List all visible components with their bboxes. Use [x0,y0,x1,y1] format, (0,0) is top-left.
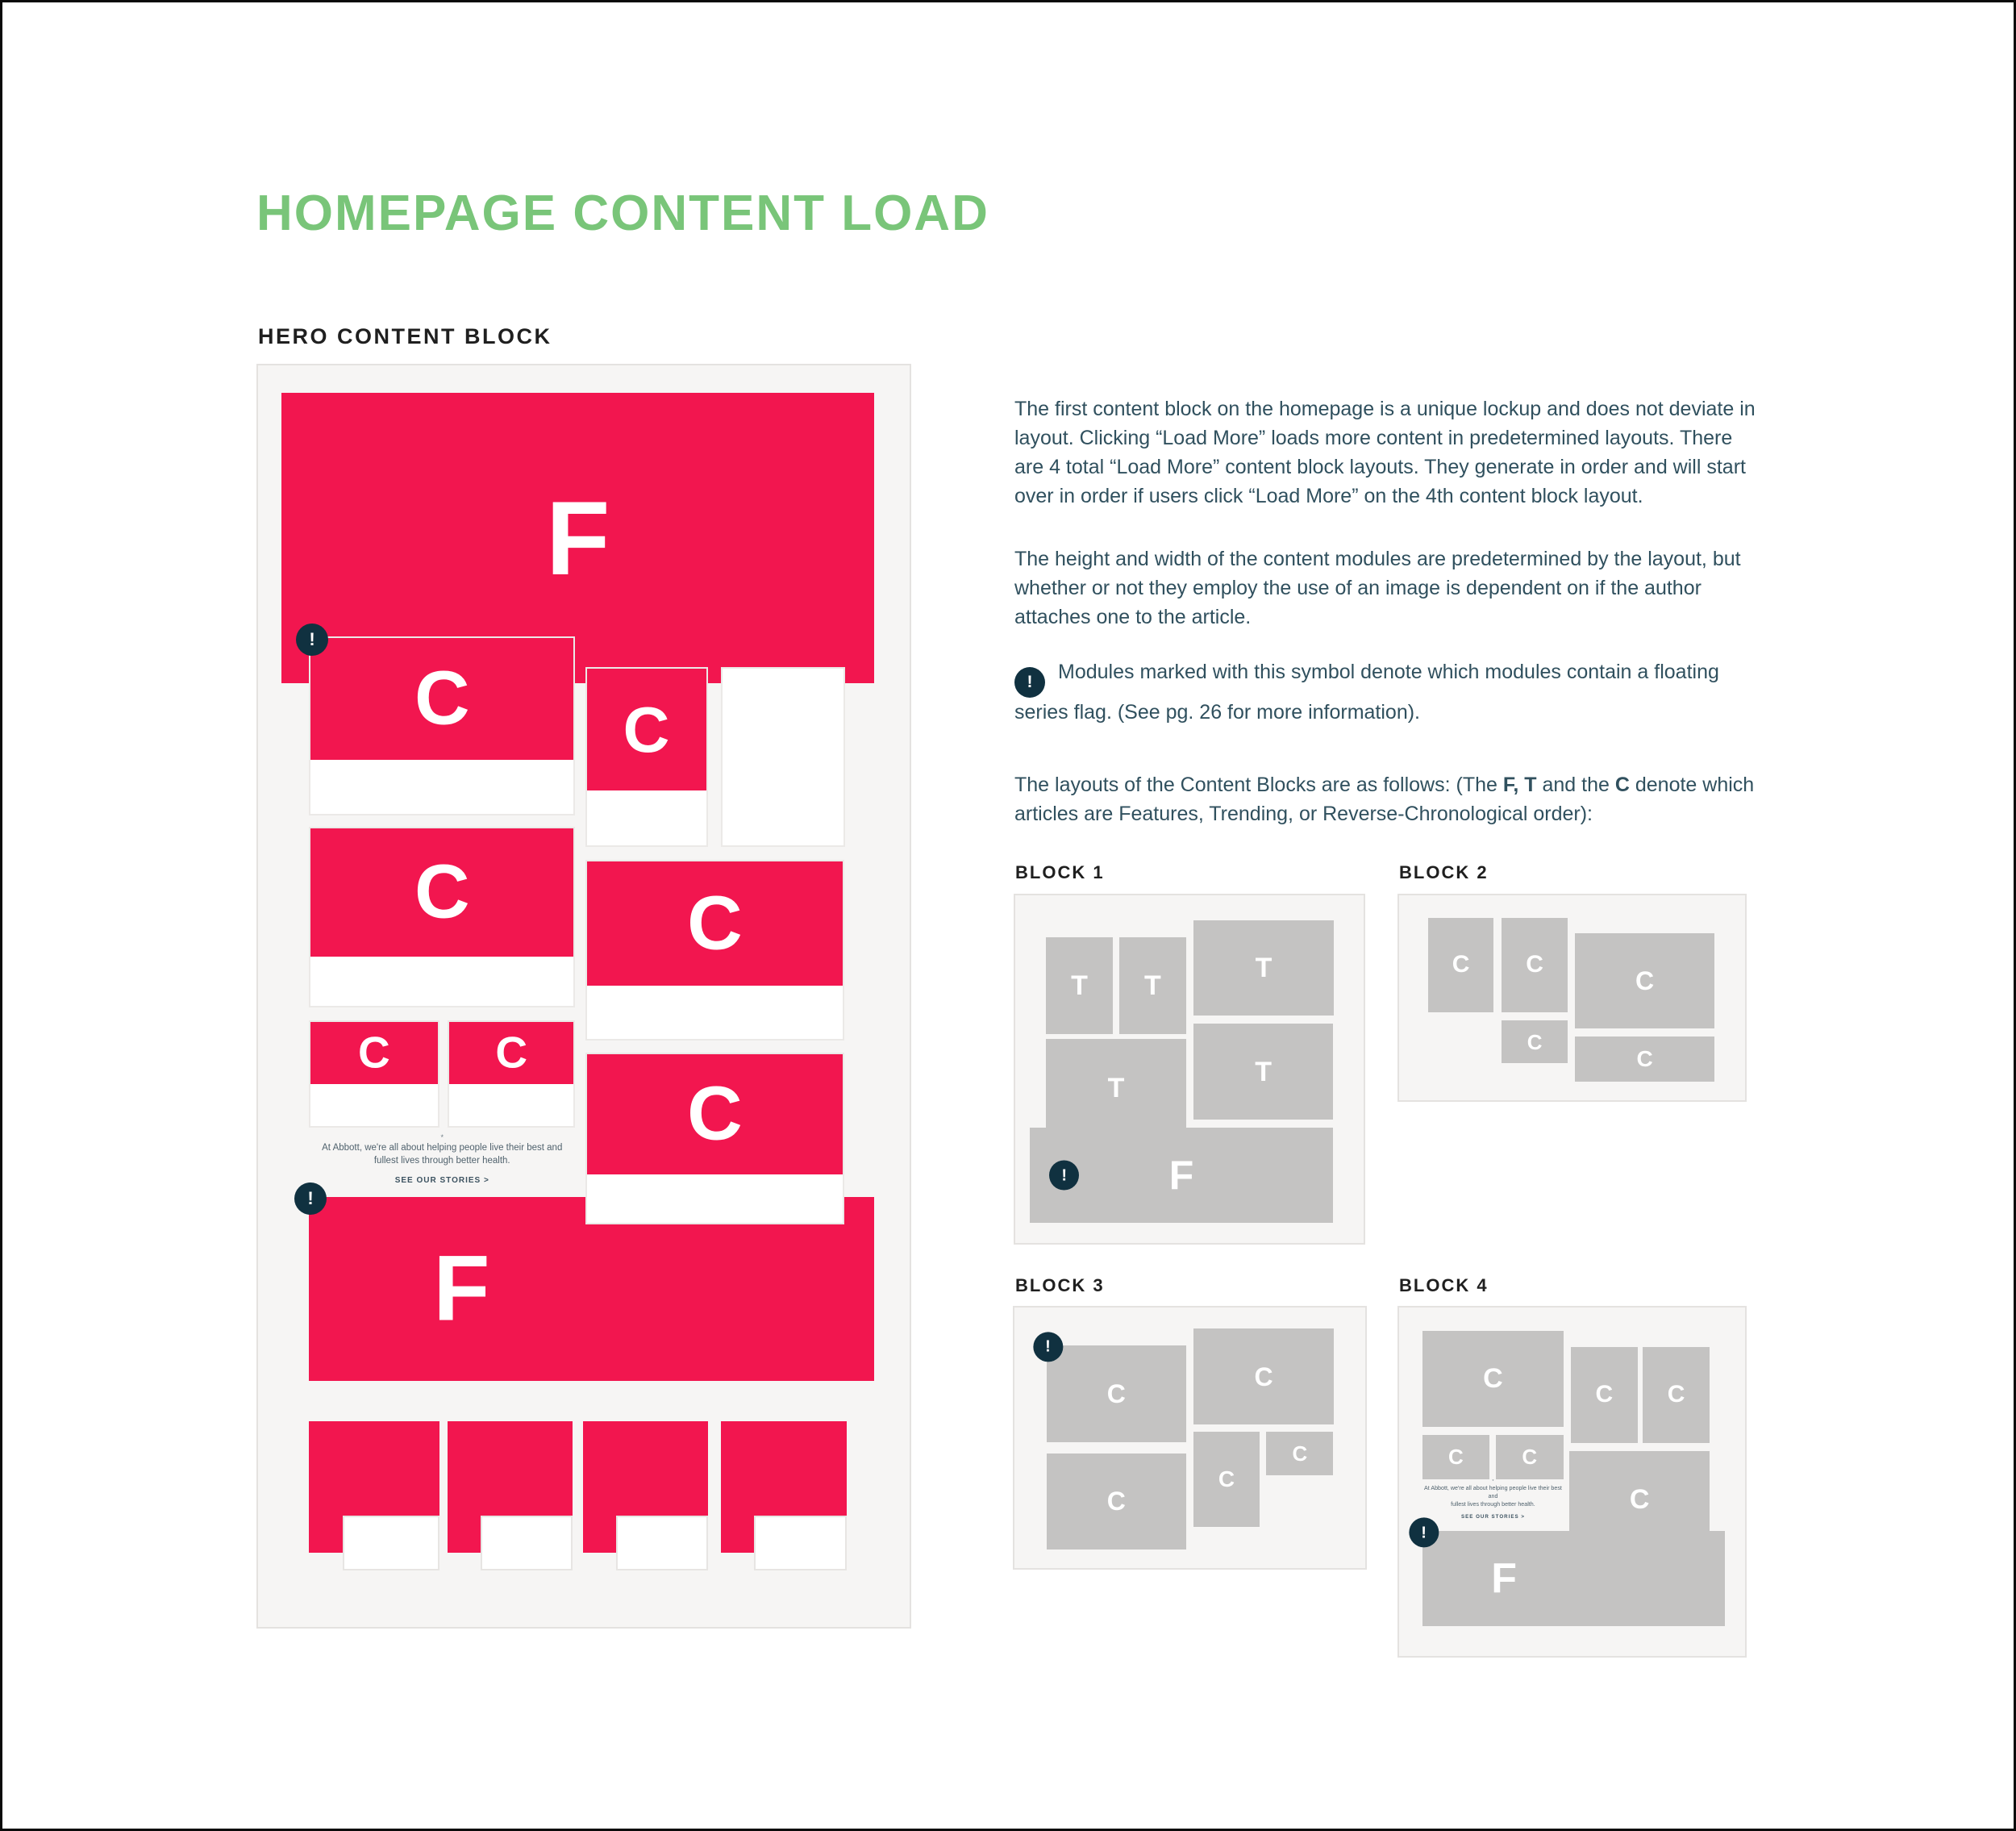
module-letter: T [1071,970,1088,1001]
mission-line: fullest lives through better health. [1451,1501,1535,1508]
module-letter: T [1144,970,1161,1001]
b2-chrono-3 [1575,933,1714,1029]
b3-chrono-3 [1047,1454,1187,1550]
hero-chrono-3 [309,827,575,1007]
module-letter: C [1106,1379,1126,1409]
legend-letter: F, T [1502,774,1537,796]
block4-diagram [1397,1306,1747,1658]
mission-line: fullest lives through better health. [373,1156,510,1166]
paragraph-text: denote which [1629,774,1755,796]
block4-label: BLOCK 4 [1399,1275,1489,1295]
paragraph-line [1014,573,1741,603]
hero-teaser-2-caption [481,1516,573,1570]
block3-diagram [1013,1306,1367,1570]
module-letter: C [1526,951,1543,978]
block2-label: BLOCK 2 [1399,862,1489,882]
paragraph-line [1014,453,1756,482]
module-letter: C [1527,1029,1543,1054]
paragraph-text: The height and width of the content modules are predetermined by the layout, but [1014,548,1741,570]
block1-diagram [1014,894,1365,1245]
b4-chrono-3 [1496,1435,1564,1479]
module-letter: C [1483,1363,1503,1395]
series-flag-icon: ! [1014,667,1045,698]
b1-trending-5 [1046,1039,1185,1137]
b1-trending-3 [1193,920,1335,1016]
hero-teaser-1-caption [343,1516,439,1570]
b3-chrono-2 [1193,1328,1334,1425]
paragraph-text: are 4 total “Load More” content block layouts. They generate in order and will start [1014,456,1746,478]
b4-chrono-1 [1422,1331,1564,1427]
paragraph-text: series flag. (See pg. 26 for more information). [1014,701,1421,724]
paragraph-line [1014,544,1741,573]
paragraph-text: articles are Features, Trending, or Reverse-Chronological order): [1014,803,1593,825]
hero-mission-statement [309,1126,575,1191]
b1-trending-2 [1119,937,1186,1034]
paragraph-layout-legend [1014,770,1754,828]
module-letter: C [687,1070,743,1157]
module-letter: C [1595,1381,1614,1408]
module-letter: C [1106,1487,1126,1516]
b3-chrono-1 [1045,1337,1187,1442]
series-flag-icon: ! [1049,1161,1079,1191]
module-letter: C [1447,1445,1464,1470]
module-letter: C [414,849,470,935]
paragraph-line [1014,603,1741,632]
hero-empty-module [721,667,845,848]
paragraph-text: The layouts of the Content Blocks are as follows: (The [1014,774,1503,796]
paragraph-line [1014,657,1719,698]
module-letter: C [414,655,470,741]
paragraph-line [1014,799,1754,828]
b4-mission-statement [1422,1479,1564,1520]
paragraph-line [1014,482,1756,511]
b4-chrono-2 [1422,1435,1489,1479]
hero-section-label: HERO CONTENT BLOCK [258,324,552,348]
module-letter: C [1452,951,1470,978]
module-letter: C [357,1027,390,1078]
paragraph-series-flag-note [1014,657,1719,727]
paragraph-text: whether or not they employ the use of an image is dependent on if the author [1014,577,1702,599]
module-letter: C [1292,1441,1308,1466]
module-letter: F [545,479,610,598]
paragraph-text: and the [1536,774,1615,796]
module-letter: F [1168,1153,1194,1199]
series-flag-icon: ! [1409,1518,1439,1548]
paragraph-text: Modules marked with this symbol denote which modules contain a floating [1058,661,1719,683]
module-letter: C [1522,1445,1538,1470]
module-letter: C [623,693,670,765]
b2-chrono-4 [1502,1020,1568,1063]
module-letter: T [1255,952,1272,983]
module-letter: C [1635,966,1655,996]
module-letter: C [1636,1046,1653,1072]
b2-chrono-1 [1428,918,1493,1012]
module-letter: C [1629,1484,1650,1516]
module-letter: F [1491,1555,1517,1603]
b4-chrono-6 [1569,1451,1710,1549]
legend-letter: C [1614,774,1630,796]
series-flag-icon: ! [296,624,328,656]
series-flag-icon: ! [1033,1332,1063,1362]
paragraph-line [1014,394,1756,423]
paragraph-intro [1014,394,1756,511]
mission-line: At Abbott, we're all about helping people live their best and [1424,1484,1562,1499]
mission-line: At Abbott, we're all about helping people live their best and [322,1142,563,1153]
block3-label: BLOCK 3 [1015,1275,1105,1295]
module-letter: C [495,1027,528,1078]
b4-chrono-5 [1643,1347,1710,1443]
b1-feature [1030,1128,1334,1223]
hero-chrono-7 [585,1053,845,1224]
paragraph-text: attaches one to the article. [1014,606,1252,628]
paragraph-line [1014,770,1754,799]
paragraph-module-dimensions [1014,544,1741,632]
mission-mark: * [440,1132,444,1141]
module-letter: C [1667,1381,1685,1408]
module-letter: F [433,1237,490,1341]
hero-content-block-diagram [256,364,911,1629]
paragraph-line [1014,698,1719,727]
module-letter: C [687,880,743,966]
b4-chrono-4 [1571,1347,1637,1443]
module-letter: T [1255,1056,1272,1087]
mission-cta: SEE OUR STORIES > [394,1175,489,1185]
block2-diagram [1397,894,1747,1102]
mission-cta: SEE OUR STORIES > [1460,1513,1525,1520]
hero-chrono-5 [448,1020,575,1128]
series-flag-icon: ! [294,1182,327,1215]
module-letter: C [1254,1362,1273,1391]
b3-chrono-4 [1193,1432,1260,1527]
paragraph-text: over in order if users click “Load More” on the 4th content block layout. [1014,485,1643,507]
module-letter: C [1218,1466,1235,1492]
hero-teaser-4-caption [754,1516,847,1570]
block1-label: BLOCK 1 [1015,862,1105,882]
page-title: HOMEPAGE CONTENT LOAD [256,186,989,241]
hero-chrono-4 [309,1020,439,1128]
paragraph-text: layout. Clicking “Load More” loads more content in predetermined layouts. There [1014,427,1733,449]
b1-trending-4 [1193,1024,1334,1120]
b1-trending-1 [1046,937,1112,1034]
hero-chrono-1 [309,629,575,815]
b3-chrono-5 [1266,1432,1333,1475]
paragraph-line [1014,423,1756,453]
b2-chrono-2 [1502,918,1568,1012]
b2-chrono-5 [1575,1036,1714,1082]
paragraph-text: The first content block on the homepage is a unique lockup and does not deviate in [1014,398,1756,420]
hero-chrono-2 [585,667,708,848]
hero-chrono-6 [585,860,845,1041]
module-letter: T [1107,1072,1125,1103]
mission-mark: * [1492,1479,1494,1484]
hero-teaser-3-caption [616,1516,709,1570]
